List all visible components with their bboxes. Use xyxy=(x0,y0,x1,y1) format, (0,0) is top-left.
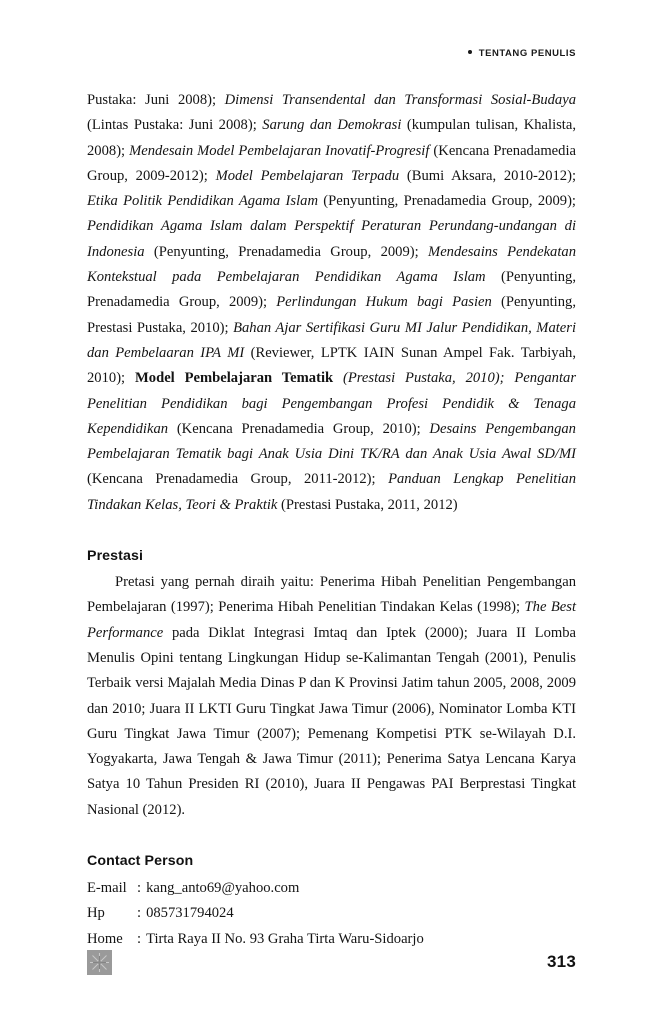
running-head xyxy=(87,48,576,59)
publications-run-14: (Penyunting, Prenadamedia Group, 2009); xyxy=(87,269,576,311)
contact-value: kang_anto69@yahoo.com xyxy=(146,880,300,897)
prestasi-section xyxy=(87,548,576,823)
running-head-label: TENTANG PENULIS xyxy=(478,48,576,59)
publications-run-3: Sarung dan Demokrasi xyxy=(262,117,402,134)
starburst-square-ornament-icon xyxy=(87,950,112,975)
contact-heading: Contact Person xyxy=(87,853,194,870)
publications-run-18: (Reviewer, LPTK IAIN Sunan Ampel Fak. Tarbiyah, 2010); xyxy=(87,344,577,387)
prestasi-paragraph xyxy=(87,570,576,823)
publications-run-19: Model Pembelajaran Tematik xyxy=(135,370,334,387)
text-column xyxy=(87,88,576,952)
contact-value: Tirta Raya II No. 93 Graha Tirta Waru-Sidoarjo xyxy=(146,930,424,947)
publications-run-21: (Kencana Prenadamedia Group, 2010); xyxy=(168,420,430,437)
contact-separator: : xyxy=(137,930,142,947)
publications-run-0: Pustaka: Juni 2008); xyxy=(87,92,225,108)
publications-run-16: (Penyunting, Prestasi Pustaka, 2010); xyxy=(87,294,576,336)
publications-run-5: Mendesain Model Pembelajaran Inovatif-Progresif xyxy=(129,142,430,159)
prestasi-run-2: pada Diklat Integrasi Imtaq dan Iptek (2000); Juara II Lomba Menulis Opini tentang Lingkungan Hidup se-Kalimantan Tengah (2001), Penulis Terbaik versi Majalah Media Dinas P dan K Provinsi Jatim tahun 2005, 2008, 2009 dan 2010; Juara II LKTI Guru Tingkat Jawa Timur (2006), Nominator Lomba KTI Guru Tingkat Jawa Timur (2007); Pemenang Kompetisi PTK se-Wilayah D.I. Yogyakarta, Jawa Tengah & Jawa Timur (2011); Penerima Satya Lencana Karya Satya 10 Tahun Presiden RI (2010), Juara II Pengawas PAI Berprestasi Tingkat Nasional (2012). xyxy=(87,624,576,818)
contact-row xyxy=(87,901,576,926)
publications-run-8: (Bumi Aksara, 2010-2012); xyxy=(399,167,576,184)
contact-row xyxy=(87,927,576,952)
publications-paragraph xyxy=(87,88,576,518)
publications-run-20: (Prestasi Pustaka, 2010); Pengantar Penelitian Pendidikan bagi Pengembangan Profesi Pendidik & Tenaga Kependidikan xyxy=(87,370,576,437)
prestasi-run-1: The Best Performance xyxy=(87,599,576,641)
publications-run-2: (Lintas Pustaka: Juni 2008); xyxy=(87,117,263,134)
contact-row xyxy=(87,876,576,901)
bullet-dot-icon xyxy=(468,50,472,54)
contact-value: 085731794024 xyxy=(146,905,234,922)
contact-label: Hp xyxy=(87,905,105,922)
publications-run-25: (Prestasi Pustaka, 2011, 2012) xyxy=(277,496,458,513)
publications-run-13: Mendesains Pendekatan Kontekstual pada Pembelajaran Pendidikan Agama Islam xyxy=(87,243,577,286)
contact-label: E-mail xyxy=(87,880,127,897)
prestasi-heading: Prestasi xyxy=(87,548,144,565)
publications-run-22: Desains Pengembangan Pembelajaran Tematik bagi Anak Usia Dini TK/RA dan Anak Usia Awal SD/MI xyxy=(87,420,576,463)
contact-section xyxy=(87,853,576,952)
publications-run-1: Dimensi Transendental dan Transformasi Sosial-Budaya xyxy=(224,92,576,108)
publications-run-24: Panduan Lengkap Penelitian Tindakan Kelas, Teori & Praktik xyxy=(87,471,576,513)
publications-run-6: (Kencana Prenadamedia Group, 2009-2012); xyxy=(87,142,576,184)
publications-run-10: (Penyunting, Prenadamedia Group, 2009); xyxy=(317,193,576,210)
page-number: 313 xyxy=(547,952,576,971)
contact-label: Home xyxy=(87,930,123,947)
publications-run-11: Pendidikan Agama Islam dalam Perspektif Peraturan Perundang-undangan di Indonesia xyxy=(87,218,576,260)
contact-separator: : xyxy=(137,905,142,922)
publications-run-12: (Penyunting, Prenadamedia Group, 2009); xyxy=(144,243,429,260)
publications-run-4: (kumpulan tulisan, Khalista, 2008); xyxy=(87,117,576,159)
prestasi-run-0: Pretasi yang pernah diraih yaitu: Penerima Hibah Penelitian Pengembangan Pembelajaran (1997); Penerima Hibah Penelitian Tindakan Kelas (1998); xyxy=(87,574,576,616)
publications-run-9: Etika Politik Pendidikan Agama Islam xyxy=(87,193,318,210)
publications-run-7: Model Pembelajaran Terpadu xyxy=(215,167,400,184)
publications-run-17: Bahan Ajar Sertifikasi Guru MI Jalur Pendidikan, Materi dan Pembelaaran IPA MI xyxy=(87,319,577,361)
publications-run-23: (Kencana Prenadamedia Group, 2011-2012); xyxy=(87,471,389,488)
contact-list xyxy=(87,876,576,952)
publications-run-15: Perlindungan Hukum bagi Pasien xyxy=(276,294,492,311)
contact-separator: : xyxy=(137,880,142,897)
